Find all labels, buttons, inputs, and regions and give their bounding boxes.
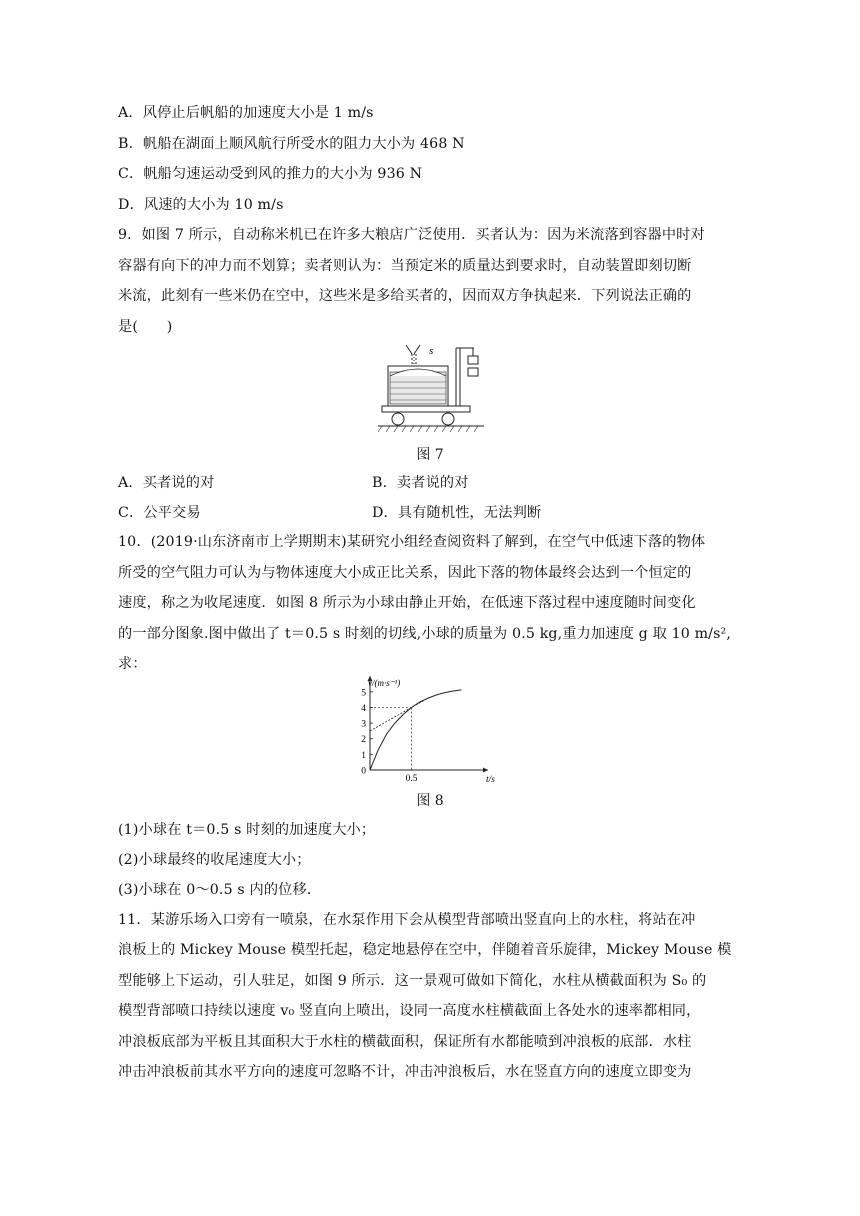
- q11-text-line: 11．某游乐场入口旁有一喷泉，在水泵作用下会从模型背部喷出竖直向上的水柱，将站在冲: [118, 912, 696, 928]
- q10-text-line: 求：: [118, 656, 147, 672]
- figure-7-rice-scale: [376, 340, 488, 436]
- y-axis-label: v/(m·s⁻¹): [368, 678, 401, 688]
- q8-option-a: A．风停止后帆船的加速度大小是 1 m/s: [118, 105, 374, 121]
- y-tick-label: 5: [361, 688, 366, 699]
- q10-sub-question-2: (2)小球最终的收尾速度大小；: [118, 852, 311, 868]
- q11-text-line: 冲浪板底部为平板且其面积大于水柱的横截面积，保证所有水都能喷到冲浪板的底部．水柱: [118, 1034, 692, 1050]
- q9-option-a: A．买者说的对: [118, 475, 215, 491]
- y-tick-label: 2: [361, 735, 366, 746]
- q9-text-line: 是( ): [118, 319, 173, 335]
- velocity-curve: [370, 690, 461, 770]
- x-axis-arrow: [483, 768, 488, 773]
- q11-text-line: 浪板上的 Mickey Mouse 模型托起，稳定地悬停在空中，伴随着音乐旋律，Mickey Mouse 模: [118, 942, 732, 958]
- q9-option-b: B．卖者说的对: [372, 475, 469, 491]
- y-tick-label: 0: [361, 766, 366, 777]
- y-tick-label: 4: [361, 703, 366, 714]
- q10-text-line: 的一部分图象.图中做出了 t＝0.5 s 时刻的切线,小球的质量为 0.5 kg,重力加速度 g 取 10 m/s²,: [118, 626, 732, 642]
- q11-text-line: 冲击冲浪板前其水平方向的速度可忽略不计，冲击冲浪板后，水在竖直方向的速度立即变为: [118, 1064, 692, 1080]
- q8-option-b: B．帆船在湖面上顺风航行所受水的阻力大小为 468 N: [118, 136, 465, 152]
- q9-text-line: 9．如图 7 所示，自动称米机已在许多大粮店广泛使用．买者认为：因为米流落到容器中时对: [118, 227, 705, 243]
- q10-sub-question-1: (1)小球在 t＝0.5 s 时刻的加速度大小；: [118, 822, 376, 838]
- q9-option-c: C．公平交易: [118, 505, 201, 521]
- q10-text-line: 所受的空气阻力可认为与物体速度大小成正比关系，因此下落的物体最终会达到一个恒定的: [118, 565, 692, 581]
- q11-text-line: 型能够上下运动，引人驻足，如图 9 所示．这一景观可做如下简化，水柱从横截面积为 S₀ 的: [118, 973, 707, 989]
- q8-option-c: C．帆船匀速运动受到风的推力的大小为 936 N: [118, 166, 423, 182]
- q8-option-d: D．风速的大小为 10 m/s: [118, 197, 284, 213]
- y-tick-label: 1: [361, 750, 366, 761]
- figure-8-vt-chart: [350, 674, 510, 786]
- q10-text-line: 10．(2019·山东济南市上学期期末)某研究小组经查阅资料了解到，在空气中低速下落的物体: [118, 534, 706, 550]
- figure-8-caption: 图 8: [416, 793, 444, 809]
- figure-7-label-s: s: [429, 345, 434, 357]
- q9-text-line: 米流，此刻有一些米仍在空中，这些米是多给买者的，因而双方争执起来．下列说法正确的: [118, 288, 692, 304]
- tangent-line: [370, 697, 430, 731]
- q11-text-line: 模型背部喷口持续以速度 v₀ 竖直向上喷出，设同一高度水柱横截面上各处水的速率都相同，: [118, 1003, 701, 1019]
- x-tick-label: 0.5: [405, 774, 418, 784]
- y-tick-label: 3: [361, 719, 366, 730]
- q9-option-d: D．具有随机性，无法判断: [372, 505, 542, 521]
- figure-7-caption: 图 7: [416, 447, 444, 463]
- x-axis-label: t/s: [486, 775, 495, 785]
- q10-text-line: 速度，称之为收尾速度．如图 8 所示为小球由静止开始，在低速下落过程中速度随时间变化: [118, 595, 696, 611]
- q10-sub-question-3: (3)小球在 0～0.5 s 内的位移．: [118, 882, 322, 898]
- q9-text-line: 容器有向下的冲力而不划算；卖者则认为：当预定米的质量达到要求时，自动装置即刻切断: [118, 258, 692, 274]
